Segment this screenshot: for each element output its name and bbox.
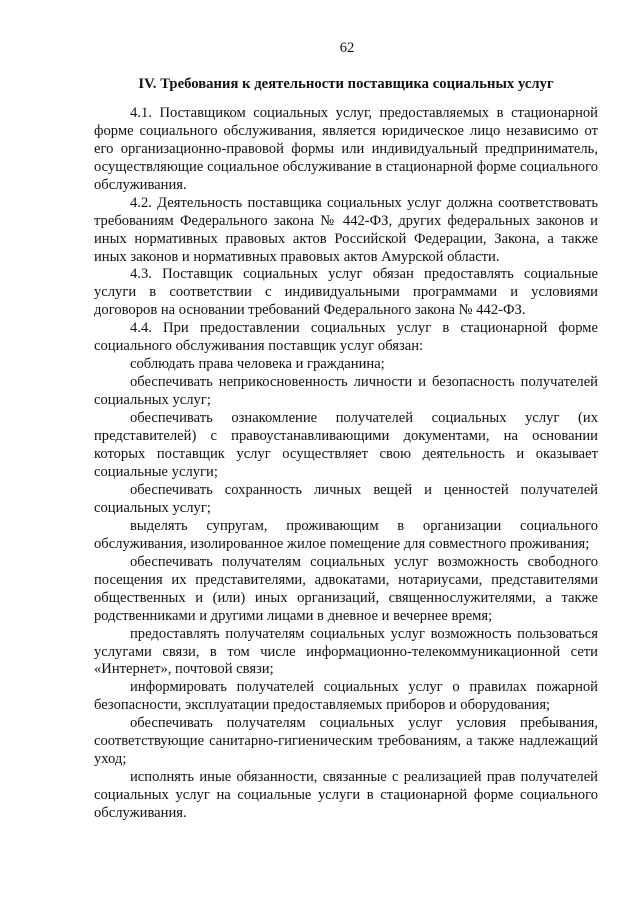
obligation-item: обеспечивать получателям социальных услуг условия пребывания, соответствующие санитарно-гигиеническим требованиям, а также надлежащий уход; — [94, 715, 598, 768]
obligation-item: информировать получателей социальных услуг о правилах пожарной безопасности, эксплуатации предоставляемых приборов и оборудования; — [94, 679, 598, 714]
body-text — [94, 105, 598, 823]
obligation-item: обеспечивать ознакомление получателей социальных услуг (их представителей) с правоустанавливающими документами, на основании которых поставщик услуг осуществляет свою деятельность и оказывает социальные услуги; — [94, 410, 598, 480]
paragraph-4-4: 4.4. При предоставлении социальных услуг в стационарной форме социального обслуживания поставщик услуг обязан: — [94, 320, 598, 355]
obligation-item: обеспечивать неприкосновенность личности и безопасность получателей социальных услуг; — [94, 374, 598, 409]
section-heading: IV. Требования к деятельности поставщика социальных услуг — [138, 75, 554, 92]
obligation-item: предоставлять получателям социальных услуг возможность пользоваться услугами связи, в том числе информационно-телекоммуникационной сети «Интернет», почтовой связи; — [94, 625, 598, 678]
page-number: 62 — [339, 40, 355, 56]
paragraph-4-1: 4.1. Поставщиком социальных услуг, предоставляемых в стационарной форме социального обслуживания, является юридическое лицо независимо от его организационно-правовой формы или индивидуальный предприниматель, осуществляющие социальное обслуживание в стационарной форме социального обслуживания. — [94, 104, 598, 193]
paragraph-4-3: 4.3. Поставщик социальных услуг обязан предоставлять социальные услуги в соответствии с индивидуальными программами и условиями договоров на основании требований Федерального закона № 442-ФЗ. — [94, 266, 598, 319]
obligation-item: обеспечивать сохранность личных вещей и ценностей получателей социальных услуг; — [94, 481, 598, 516]
paragraph-4-2: 4.2. Деятельность поставщика социальных услуг должна соответствовать требованиям Федерального закона № 442-ФЗ, других федеральных законов и иных нормативных правовых актов Российской Федерации, Закона, а также иных законов и нормативных правовых актов Амурской области. — [94, 194, 598, 265]
obligation-item: соблюдать права человека и гражданина; — [130, 356, 385, 373]
obligation-item: исполнять иные обязанности, связанные с реализацией прав получателей социальных услуг на социальные услуги в стационарной форме социального обслуживания. — [94, 769, 598, 822]
obligation-item: выделять супругам, проживающим в организации социального обслуживания, изолированное жилое помещение для совместного проживания; — [94, 517, 598, 552]
obligation-item: обеспечивать получателям социальных услуг возможность свободного посещения их представителями, адвокатами, нотариусами, представителями общественных и (или) иных организаций, священнослужителями, а также родственниками и другими лицами в дневное и вечернее время; — [94, 553, 598, 624]
